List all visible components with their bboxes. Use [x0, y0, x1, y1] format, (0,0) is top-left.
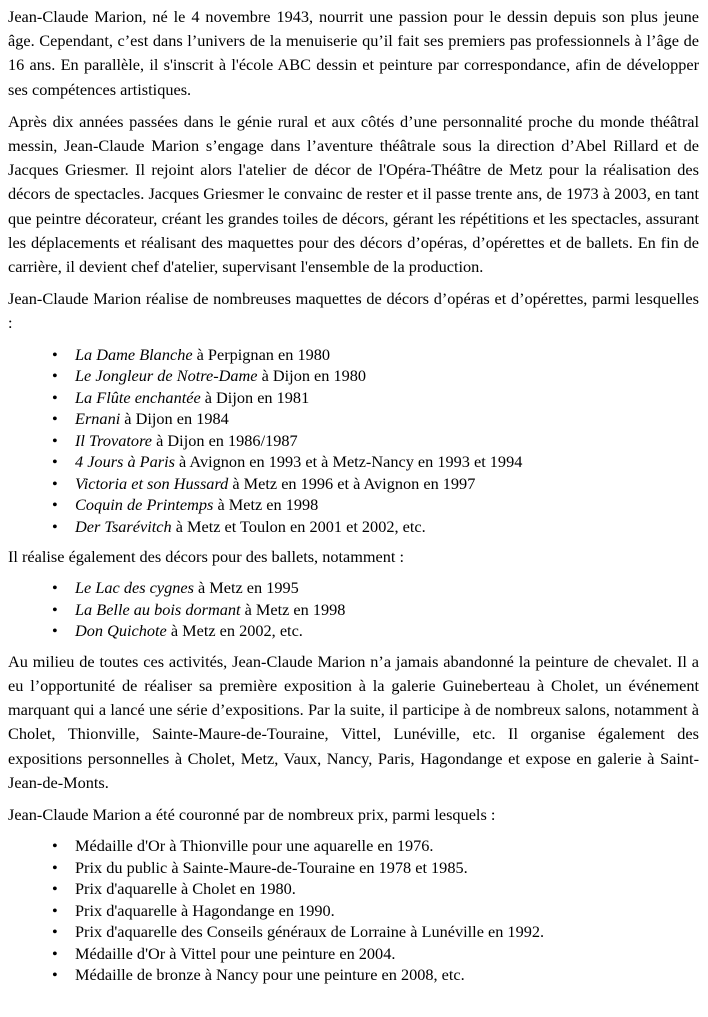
paragraph-maquettes-intro: Jean-Claude Marion réalise de nombreuses maquettes de décors d’opéras et d’opérettes, parmi lesquelles : [8, 289, 699, 333]
list-item [8, 387, 699, 409]
paragraph-painting: Au milieu de toutes ces activités, Jean-Claude Marion n’a jamais abandonné la peinture de chevalet. Il a eu l’opportunité de réaliser sa première exposition à la galerie Guineberteau à Cholet, un événement marquant qui a lancé une série d’expositions. Par la suite, il participe à de nombreux salons, notamment à Cholet, Thionville, Sainte-Maure-de-Touraine, Vittel, Lunéville, etc. Il organise également des expositions personnelles à Cholet, Metz, Vaux, Nancy, Paris, Hagondange et expose en galerie à Saint-Jean-de-Monts. [8, 651, 699, 792]
work-title: 4 Jours à Paris [75, 452, 175, 472]
list-item: • Prix d'aquarelle à Hagondange en 1990. [8, 900, 699, 922]
list-item [8, 577, 699, 599]
work-title: La Belle au bois dormant [75, 599, 241, 619]
list-item: • Prix d'aquarelle des Conseils généraux de Lorraine à Lunéville en 1992. [8, 921, 699, 943]
list-item [8, 344, 699, 366]
list-item [8, 408, 699, 430]
work-title: Le Jongleur de Notre-Dame [75, 366, 258, 386]
work-details: à Perpignan en 1980 [192, 344, 331, 364]
paragraph-intro: Jean-Claude Marion, né le 4 novembre 1943, nourrit une passion pour le dessin depuis son plus jeune âge. Cependant, c’est dans l’univers de la menuiserie qu’il fait ses premiers pas professionnels à l’âge de 16 ans. En parallèle, il s'inscrit à l'école ABC dessin et peinture par correspondance, afin de développer ses compétences artistiques. [8, 7, 699, 99]
work-details: à Metz en 1995 [193, 578, 299, 598]
list-item [8, 430, 699, 452]
work-details: à Dijon en 1986/1987 [152, 430, 298, 450]
list-item [8, 494, 699, 516]
list-item: • Médaille de bronze à Nancy pour une peinture en 2008, etc. [8, 964, 699, 986]
list-item [8, 365, 699, 387]
work-title: Ernani [75, 409, 121, 429]
work-details: à Dijon en 1981 [200, 387, 310, 407]
list-item [8, 620, 699, 642]
work-details: à Dijon en 1980 [257, 366, 367, 386]
work-title: Victoria et son Hussard [75, 473, 229, 493]
paragraph-career: Après dix années passées dans le génie rural et aux côtés d’une personnalité proche du monde théâtral messin, Jean-Claude Marion s’engage dans l’aventure théâtrale sous la direction d’Abel Rillard et de Jacques Griesmer. Il rejoint alors l'atelier de décor de l'Opéra-Théâtre de Metz pour la réalisation des décors de spectacles. Jacques Griesmer le convainc de rester et il passe trente ans, de 1973 à 2003, en tant que peintre décorateur, créant les grandes toiles de décors, gérant les répétitions et les spectacles, assurant les déplacements et réalisant des maquettes pour des décors d’opéras, d’opérettes et de ballets. En fin de carrière, il devient chef d'atelier, supervisant l'ensemble de la production. [8, 111, 699, 277]
ballet-decors-list [8, 577, 699, 642]
work-details: à Metz en 1998 [240, 599, 346, 619]
list-item [8, 473, 699, 495]
work-details: à Metz en 1996 et à Avignon en 1997 [228, 473, 476, 493]
paragraph-prizes-intro: Jean-Claude Marion a été couronné par de nombreux prix, parmi lesquels : [8, 805, 496, 825]
list-item: • Médaille d'Or à Vittel pour une peinture en 2004. [8, 943, 699, 965]
list-item [8, 599, 699, 621]
work-title: Le Lac des cygnes [75, 578, 194, 598]
list-item [8, 451, 699, 473]
prizes-list [8, 835, 699, 986]
work-title: Il Trovatore [75, 430, 153, 450]
work-title: La Flûte enchantée [75, 387, 201, 407]
work-details: à Dijon en 1984 [120, 409, 229, 429]
work-details: à Metz en 1998 [213, 495, 319, 515]
work-title: Don Quichote [75, 621, 167, 641]
paragraph-ballets-intro: Il réalise également des décors pour des ballets, notamment : [8, 547, 405, 567]
work-title: La Dame Blanche [75, 344, 193, 364]
list-item [8, 516, 699, 538]
list-item: • Prix du public à Sainte-Maure-de-Touraine en 1978 et 1985. [8, 857, 699, 879]
opera-maquettes-list [8, 344, 699, 538]
work-details: à Metz et Toulon en 2001 et 2002, etc. [171, 516, 426, 536]
work-details: à Metz en 2002, etc. [166, 621, 303, 641]
work-title: Coquin de Printemps [75, 495, 214, 515]
work-title: Der Tsarévitch [75, 516, 172, 536]
work-details: à Avignon en 1993 et à Metz-Nancy en 1993 et 1994 [174, 452, 523, 472]
list-item: • Prix d'aquarelle à Cholet en 1980. [8, 878, 699, 900]
list-item: • Médaille d'Or à Thionville pour une aquarelle en 1976. [8, 835, 699, 857]
